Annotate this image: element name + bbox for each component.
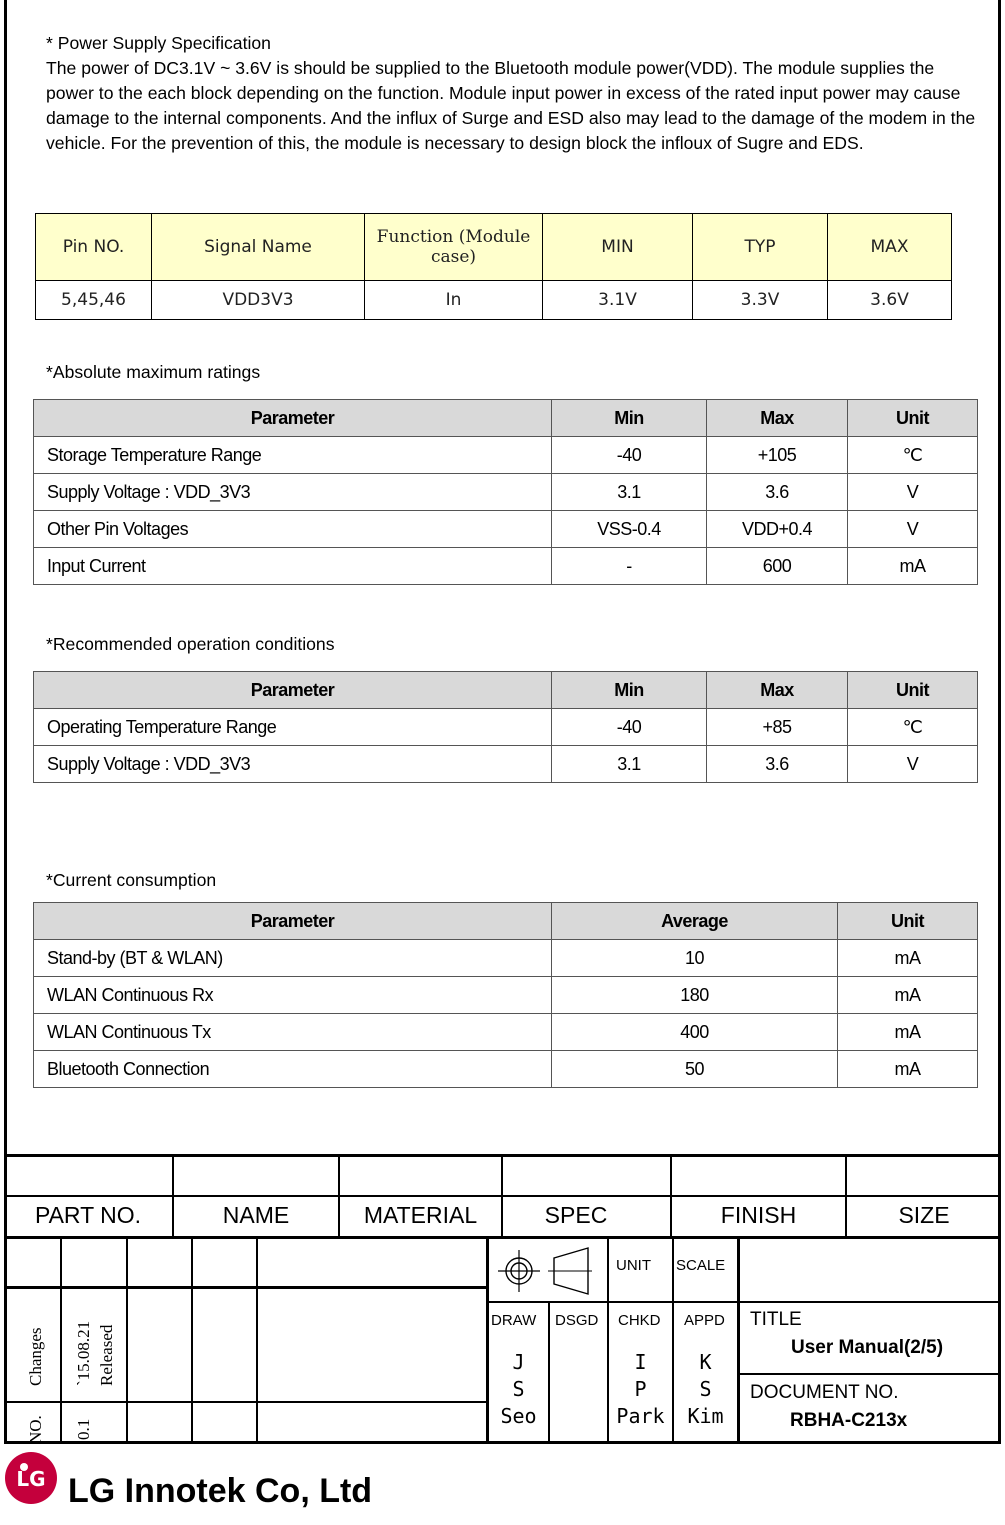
rec-cell: Operating Temperature Range: [34, 709, 552, 746]
abs-header: Max: [707, 400, 848, 437]
recommended-caption: *Recommended operation conditions: [46, 634, 335, 654]
cur-cell: WLAN Continuous Rx: [34, 977, 552, 1014]
ps-cell: 3.3V: [693, 281, 828, 320]
ps-cell: 3.1V: [543, 281, 693, 320]
revision-date: `15.08.21: [74, 1320, 93, 1386]
cur-header: Parameter: [34, 903, 552, 940]
size-label: SIZE: [898, 1202, 950, 1228]
ps-cell: 5,45,46: [36, 281, 152, 320]
abs-header: Parameter: [34, 400, 552, 437]
cur-cell: Stand-by (BT & WLAN): [34, 940, 552, 977]
rec-cell: 3.1: [552, 746, 707, 783]
appd-label: APPD: [684, 1312, 725, 1329]
table-row: [34, 940, 978, 977]
spec-label: SPEC: [544, 1202, 608, 1228]
ps-header: Function (Module case): [365, 214, 543, 281]
company-name: LG Innotek Co, Ltd: [68, 1472, 373, 1510]
abs-cell: V: [848, 511, 978, 548]
ps-cell: 3.6V: [828, 281, 952, 320]
cur-cell: 180: [552, 977, 838, 1014]
abs-cell: VSS-0.4: [552, 511, 707, 548]
intro-body: The power of DC3.1V ~ 3.6V is should be supplied to the Bluetooth module power(VDD). The module supplies the power to the each block depending on the function. Module input power in excess of the rated input power may cause damage to the internal components. And the influx of Surge and ESD also may lead to the damage of the modem in the vehicle. For the prevention of this, the module is necessary to design block the infloux of Sugre and EDS.: [46, 58, 976, 153]
draw-name: J S Seo: [500, 1350, 537, 1428]
title-value: User Manual(2/5): [791, 1337, 944, 1358]
rec-cell: 3.6: [707, 746, 848, 783]
table-row: [34, 709, 978, 746]
lg-logo-icon: [4, 1451, 58, 1505]
abs-cell: mA: [848, 548, 978, 585]
ps-header: MIN: [543, 214, 693, 281]
abs-cell: VDD+0.4: [707, 511, 848, 548]
appd-name: K S Kim: [687, 1350, 724, 1428]
ps-cell: In: [365, 281, 543, 320]
rec-header: Parameter: [34, 672, 552, 709]
table-row: [34, 437, 978, 474]
rec-cell: -40: [552, 709, 707, 746]
logo-text: LG: [16, 1467, 46, 1491]
abs-cell: V: [848, 474, 978, 511]
title-label: TITLE: [750, 1309, 802, 1330]
rec-header: Max: [707, 672, 848, 709]
cur-cell: 10: [552, 940, 838, 977]
abs-cell: Other Pin Voltages: [34, 511, 552, 548]
rec-cell: +85: [707, 709, 848, 746]
no-label: NO.: [26, 1415, 45, 1444]
cur-header: Unit: [838, 903, 978, 940]
abs-max-table: [33, 399, 978, 585]
draw-label: DRAW: [491, 1312, 537, 1329]
abs-header: Unit: [848, 400, 978, 437]
table-row: [34, 977, 978, 1014]
power-supply-table: [35, 213, 952, 320]
finish-label: FINISH: [720, 1202, 797, 1228]
table-row: [34, 1014, 978, 1051]
ps-header: MAX: [828, 214, 952, 281]
cur-header: Average: [552, 903, 838, 940]
table-row: [34, 1051, 978, 1088]
current-table: [33, 902, 978, 1088]
title-block: [4, 1154, 1001, 1444]
scale-label: SCALE: [676, 1257, 726, 1274]
current-caption: *Current consumption: [46, 870, 217, 890]
abs-cell: 3.6: [707, 474, 848, 511]
power-supply-intro: [46, 31, 976, 156]
rec-header: Unit: [848, 672, 978, 709]
revision-no: 0.1: [74, 1418, 93, 1440]
abs-max-caption: *Absolute maximum ratings: [46, 362, 261, 382]
table-row: [34, 548, 978, 585]
abs-cell: Supply Voltage : VDD_3V3: [34, 474, 552, 511]
recommended-table: [33, 671, 978, 783]
document-no-label: DOCUMENT NO.: [750, 1382, 899, 1403]
abs-cell: ℃: [848, 437, 978, 474]
abs-cell: Storage Temperature Range: [34, 437, 552, 474]
document-no-value: RBHA-C213x: [790, 1410, 908, 1431]
table-row: [34, 511, 978, 548]
intro-heading: * Power Supply Specification: [46, 33, 271, 53]
unit-label: UNIT: [616, 1257, 651, 1274]
cur-cell: WLAN Continuous Tx: [34, 1014, 552, 1051]
revision-desc: Released: [97, 1324, 116, 1386]
ps-header: Signal Name: [152, 214, 365, 281]
abs-cell: 600: [707, 548, 848, 585]
cur-cell: 50: [552, 1051, 838, 1088]
dsgd-label: DSGD: [555, 1312, 599, 1329]
ps-cell: VDD3V3: [152, 281, 365, 320]
table-row: [34, 474, 978, 511]
chkd-name: I P Park: [616, 1350, 665, 1428]
rec-cell: ℃: [848, 709, 978, 746]
cur-cell: mA: [838, 940, 978, 977]
part-no-label: PART NO.: [34, 1202, 142, 1228]
abs-cell: Input Current: [34, 548, 552, 585]
cur-cell: mA: [838, 1014, 978, 1051]
changes-label: Changes: [26, 1327, 45, 1386]
material-label: MATERIAL: [363, 1202, 478, 1228]
abs-cell: 3.1: [552, 474, 707, 511]
chkd-label: CHKD: [618, 1312, 661, 1329]
abs-cell: -: [552, 548, 707, 585]
name-label: NAME: [222, 1202, 290, 1228]
rec-cell: V: [848, 746, 978, 783]
footer: [0, 1444, 1005, 1525]
cur-cell: mA: [838, 1051, 978, 1088]
table-row: [34, 746, 978, 783]
abs-cell: +105: [707, 437, 848, 474]
ps-header: Pin NO.: [36, 214, 152, 281]
abs-cell: -40: [552, 437, 707, 474]
rec-cell: Supply Voltage : VDD_3V3: [34, 746, 552, 783]
rec-header: Min: [552, 672, 707, 709]
cur-cell: mA: [838, 977, 978, 1014]
cur-cell: Bluetooth Connection: [34, 1051, 552, 1088]
abs-header: Min: [552, 400, 707, 437]
cur-cell: 400: [552, 1014, 838, 1051]
projection-symbol-icon: [496, 1246, 596, 1296]
ps-header: TYP: [693, 214, 828, 281]
